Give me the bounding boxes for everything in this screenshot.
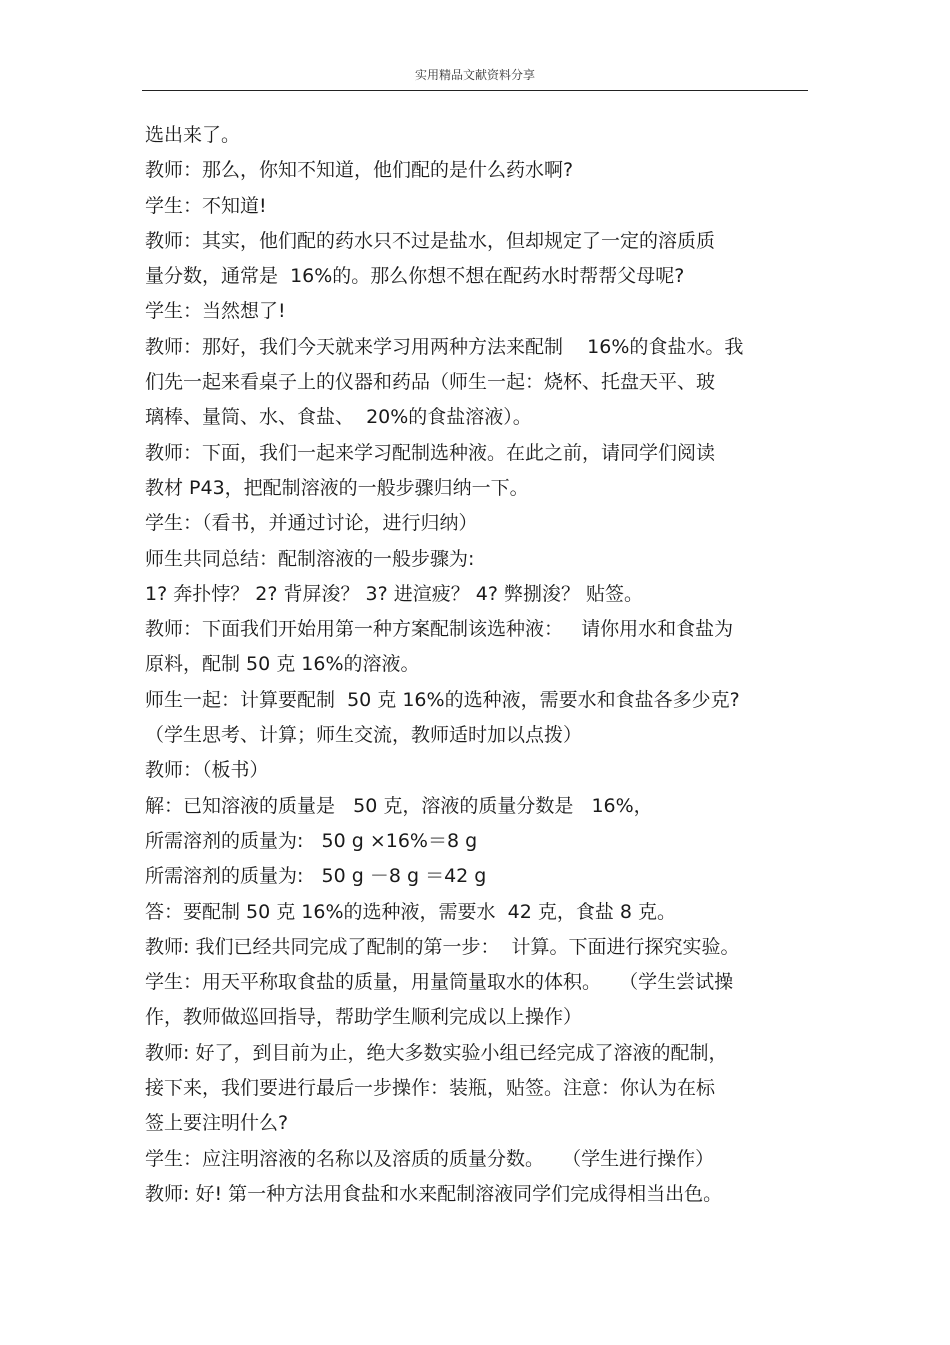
- text-line: 1? 奔扑悖？ 2? 背屏浚？ 3? 进渲疲？ 4? 弊捌浚？ 贴签。: [145, 582, 644, 605]
- text-line: 师生一起：计算要配制 50 克 16%的选种液，需要水和食盐各多少克?: [145, 688, 740, 711]
- text-line: 教师：其实，他们配的药水只不过是盐水，但却规定了一定的溶质质: [145, 229, 716, 252]
- text-line: 原料，配制 50 克 16%的溶液。: [145, 653, 420, 676]
- text-line: 们先一起来看桌子上的仪器和药品（师生一起：烧杯、托盘天平、玻: [145, 371, 716, 394]
- text-line: 璃棒、量筒、水、食盐、 20%的食盐溶液）。: [145, 406, 532, 429]
- text-line: 学生：当然想了!: [145, 300, 286, 323]
- text-line: 接下来，我们要进行最后一步操作：装瓶，贴签。注意：你认为在标: [145, 1077, 716, 1100]
- text-line: 教师：那么，你知不知道，他们配的是什么药水啊?: [145, 159, 574, 182]
- header-rule: [142, 90, 808, 91]
- text-line: 量分数，通常是 16%的。那么你想不想在配药水时帮帮父母呢?: [145, 265, 685, 288]
- text-line: 所需溶剂的质量为: 50 g ×16%＝8 g: [145, 829, 478, 852]
- text-line: 答：要配制 50 克 16%的选种液，需要水 42 克，食盐 8 克。: [145, 900, 676, 923]
- text-line: 教师: 好了，到目前为止，绝大多数实验小组已经完成了溶液的配制，: [145, 1041, 728, 1064]
- document-body: [145, 118, 815, 1212]
- text-line: 师生共同总结：配制溶液的一般步骤为:: [145, 547, 475, 570]
- text-line: 学生：（看书，并通过讨论，进行归纳）: [145, 512, 478, 535]
- text-line: 所需溶剂的质量为: 50 g －8 g ＝42 g: [145, 865, 487, 888]
- text-line: 学生：用天平称取食盐的质量，用量筒量取水的体积。 （学生尝试操: [145, 971, 734, 994]
- text-line: （学生思考、计算；师生交流，教师适时加以点拨）: [145, 724, 583, 747]
- text-line: 学生：不知道!: [145, 194, 267, 217]
- text-line: 签上要注明什么?: [145, 1112, 289, 1135]
- text-line: 教师：下面我们开始用第一种方案配制该选种液： 请你用水和食盐为: [145, 618, 734, 641]
- text-line: 教师：那好，我们今天就来学习用两种方法来配制 16%的食盐水。我: [145, 335, 744, 358]
- text-line: 解：已知溶液的质量是 50 克，溶液的质量分数是 16%，: [145, 794, 653, 817]
- text-line: 教师：（板书）: [145, 759, 269, 782]
- text-line: 作，教师做巡回指导，帮助学生顺利完成以上操作）: [145, 1006, 583, 1029]
- text-line: 教材 P43，把配制溶液的一般步骤归纳一下。: [145, 476, 529, 499]
- text-line: 教师: 好! 第一种方法用食盐和水来配制溶液同学们完成得相当出色。: [145, 1182, 723, 1205]
- text-line: 教师: 我们已经共同完成了配制的第一步： 计算。下面进行探究实验。: [145, 935, 740, 958]
- text-line: 选出来了。: [145, 124, 241, 146]
- page-header: 实用精品文献资料分享: [414, 68, 535, 82]
- text-line: 学生：应注明溶液的名称以及溶质的质量分数。 （学生进行操作）: [145, 1147, 715, 1170]
- text-line: 教师：下面，我们一起来学习配制选种液。在此之前，请同学们阅读: [145, 441, 716, 464]
